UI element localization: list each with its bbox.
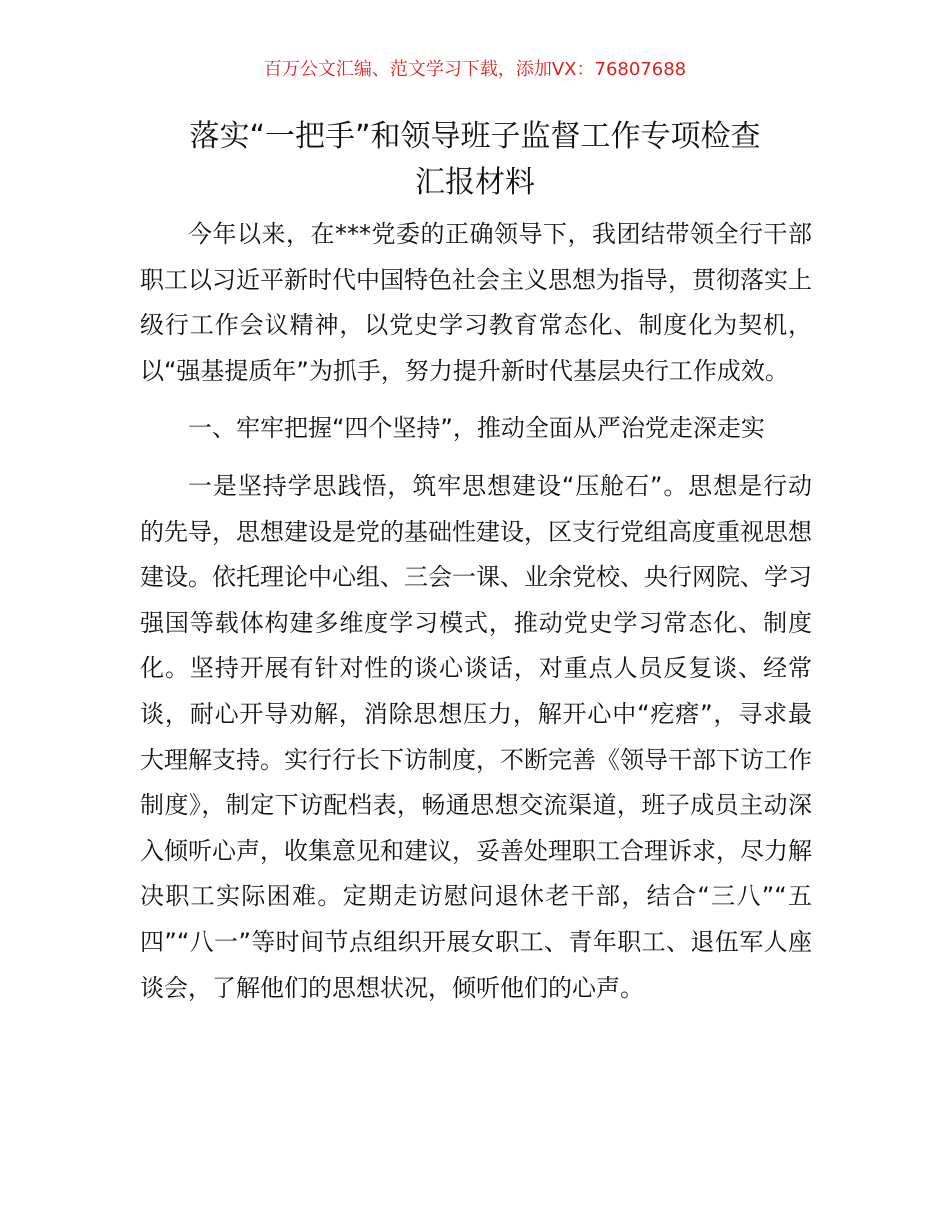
document-title — [100, 114, 850, 206]
intro-paragraph: 今年以来，在***党委的正确领导下，我团结带领全行干部职工以习近平新时代中国特色社会主义思想为指导，贯彻落实上级行工作会议精神，以党史学习教育常态化、制度化为契机，以“强基提质年”为抓手，努力提升新时代基层央行工作成效。 — [140, 220, 812, 385]
title-line-1: 落实“一把手”和领导班子监督工作专项检查 — [189, 119, 761, 154]
document-body — [140, 212, 812, 1011]
section-heading: 一、牢牢把握“四个坚持”，推动全面从严治党走深走实 — [188, 414, 765, 443]
body-paragraph: 一是坚持学思践悟，筑牢思想建设“压舱石”。思想是行动的先导，思想建设是党的基础性建设，区支行党组高度重视思想建设。依托理论中心组、三会一课、业余党校、央行网院、学习强国等载体构建多维度学习模式，推动党史学习常态化、制度化。坚持开展有针对性的谈心谈话，对重点人员反复谈、经常谈，耐心开导劝解，消除思想压力，解开心中“疙瘩”，寻求最大理解支持。实行行长下访制度，不断完善《领导干部下访工作制度》，制定下访配档表，畅通思想交流渠道，班子成员主动深入倾听心声，收集意见和建议，妥善处理职工合理诉求，尽力解决职工实际困难。定期走访慰问退休老干部，结合“三八”“五四”“八一”等时间节点组织开展女职工、青年职工、退伍军人座谈会，了解他们的思想状况，倾听他们的心声。 — [140, 471, 812, 1002]
header-banner: 百万公文汇编、范文学习下载，添加VX：76807688 — [263, 59, 687, 80]
title-line-2: 汇报材料 — [415, 165, 535, 200]
